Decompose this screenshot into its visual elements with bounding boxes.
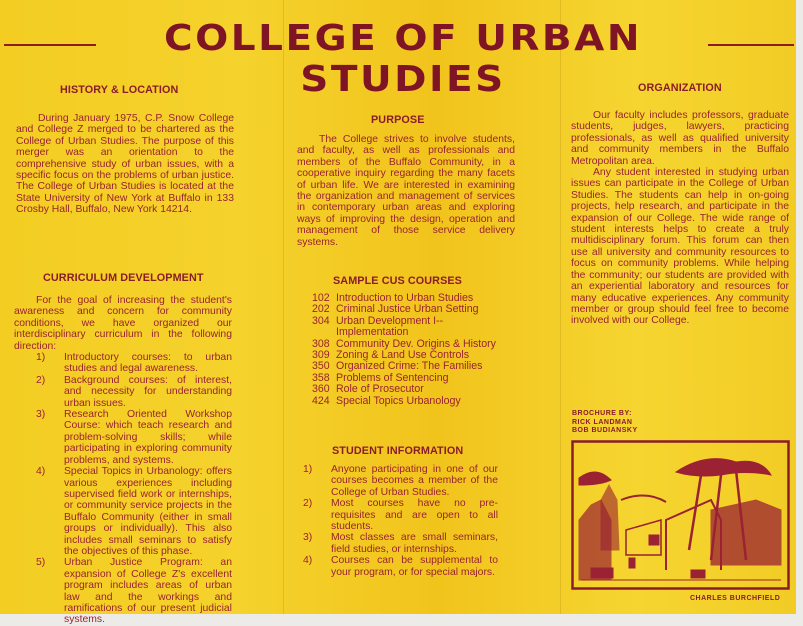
page-title: COLLEGE OF URBAN STUDIES xyxy=(164,17,642,101)
brochure-credits xyxy=(572,410,638,436)
curriculum-heading: CURRICULUM DEVELOPMENT xyxy=(43,272,204,284)
course-name: Urban Development I-- Implementation xyxy=(336,314,444,339)
purpose-heading: PURPOSE xyxy=(371,114,425,126)
course-code: 102 xyxy=(312,292,330,304)
course-code: 304 xyxy=(312,314,330,327)
credits-name: RICK LANDMAN xyxy=(572,418,633,426)
credits-label: BROCHURE BY: xyxy=(572,410,632,417)
artist-credit: CHARLES BURCHFIELD xyxy=(690,595,781,602)
course-name: Problems of Sentencing xyxy=(336,371,449,384)
curriculum-section xyxy=(14,295,232,626)
item-text: Introductory courses: to urban studies and legal awareness. xyxy=(64,352,232,375)
organization-paragraph: Any student interested in studying urban issues can participate in the College of Urban Studies. The students can help in on-going projects, help research, and participate in the expansion of our College. The wide range of student interests helps to create a truly multidisciplinary forum. This forum can then use all university and community resources to focus on community problems. While helping the community; our students are provided with an experiential laboratory and resources for many educative experiences. Any community member or group should feel free to become involved with our College. xyxy=(571,167,789,327)
item-number: 1) xyxy=(303,464,313,475)
student-info-item xyxy=(303,532,498,555)
item-number: 1) xyxy=(36,352,46,364)
curriculum-item xyxy=(36,557,232,625)
course-list xyxy=(312,293,512,407)
title-rule-left xyxy=(4,44,96,46)
courses-heading: SAMPLE CUS COURSES xyxy=(333,275,462,287)
course-code: 358 xyxy=(312,371,330,384)
item-text: Special Topics in Urbanology: offers various experiences including supervised field work or internships, or community service projects in the Buffalo Community (either in small groups or individually). This also includes small seminars to satisfy the objectives of this phase. xyxy=(64,466,232,557)
organization-heading: ORGANIZATION xyxy=(638,82,722,94)
item-number: 2) xyxy=(36,374,46,386)
course-name: Introduction to Urban Studies xyxy=(336,292,474,304)
item-text: Most classes are small seminars, field studies, or internships. xyxy=(331,532,498,555)
item-text: Courses can be supplemental to your program, or for special majors. xyxy=(331,555,498,578)
organization-paragraph: Our faculty includes professors, graduate students, judges, lawyers, practicing professionals, as well as qualified university and community members in the Buffalo Metropolitan area. xyxy=(571,110,789,167)
history-heading: HISTORY & LOCATION xyxy=(60,84,179,96)
course-name: Role of Prosecutor xyxy=(336,383,424,396)
course-item xyxy=(312,396,512,407)
illustration-drawing xyxy=(579,459,781,580)
course-name: Criminal Justice Urban Setting xyxy=(336,303,479,316)
item-text: Most courses have no pre-requisites and are open to all students. xyxy=(331,498,498,533)
credits-name: BOB BUDIANSKY xyxy=(572,427,638,434)
curriculum-item xyxy=(36,352,232,375)
item-number: 4) xyxy=(36,466,46,478)
course-code: 309 xyxy=(312,349,330,362)
student-info-item xyxy=(303,464,498,498)
item-text: Research Oriented Workshop Course: which teach research and problem-solving skills; while participating in exploring community problems, and systems. xyxy=(64,409,232,466)
item-text: Urban Justice Program: an expansion of College Z's excellent program includes areas of urban law and the workings and ramifications of our present judicial systems. xyxy=(64,557,232,626)
curriculum-item xyxy=(36,375,232,409)
course-code: 350 xyxy=(312,360,330,373)
curriculum-intro: For the goal of increasing the student's awareness and concern for community conditions, we have organized our interdisciplinary curriculum in the following direction: xyxy=(14,295,232,352)
student-info-heading: STUDENT INFORMATION xyxy=(332,445,464,457)
item-number: 3) xyxy=(303,532,313,544)
item-text: Anyone participating in one of our courses becomes a member of the College of Urban Studies. xyxy=(331,464,498,498)
organization-body xyxy=(571,110,789,327)
title-rule-right xyxy=(708,44,794,46)
curriculum-item xyxy=(36,409,232,466)
item-number: 4) xyxy=(303,555,313,567)
history-body: During January 1975, C.P. Snow College and College Z merged to be chartered as the College of Urban Studies. The purpose of this merger was an orientation to the comprehensive study of urban issues, with a specific focus on the problems of urban justice. The College of Urban Studies is located at the State University of New York at Buffalo in 133 Crosby Hall, Buffalo, New York 14214. xyxy=(16,113,234,216)
course-code: 308 xyxy=(312,337,330,350)
curriculum-item xyxy=(36,466,232,557)
item-number: 2) xyxy=(303,498,313,510)
course-code: 360 xyxy=(312,383,330,396)
item-text: Background courses: of interest, and necessity for understanding urban issues. xyxy=(64,374,232,409)
course-name: Organized Crime: The Families xyxy=(336,360,483,373)
purpose-body: The College strives to involve students, and faculty, as well as professionals and members of the Buffalo Community, in a cooperative inquiry regarding the many facets of urban life. We are interested in examining the organization and management of services in contemporary urban areas and exploring ways of improving the design, operation and management of those service delivery systems. xyxy=(297,134,515,248)
street-scene-illustration xyxy=(571,440,790,590)
course-item xyxy=(312,316,512,339)
course-code: 202 xyxy=(312,303,330,316)
course-name: Community Dev. Origins & History xyxy=(336,337,496,350)
course-name: Zoning & Land Use Controls xyxy=(336,349,470,362)
item-number: 5) xyxy=(36,557,46,569)
item-number: 3) xyxy=(36,409,46,421)
student-info-item xyxy=(303,555,498,578)
course-name: Special Topics Urbanology xyxy=(336,394,461,407)
course-item xyxy=(312,384,512,395)
course-code: 424 xyxy=(312,394,330,407)
student-info-item xyxy=(303,498,498,532)
student-info-list xyxy=(303,464,498,578)
